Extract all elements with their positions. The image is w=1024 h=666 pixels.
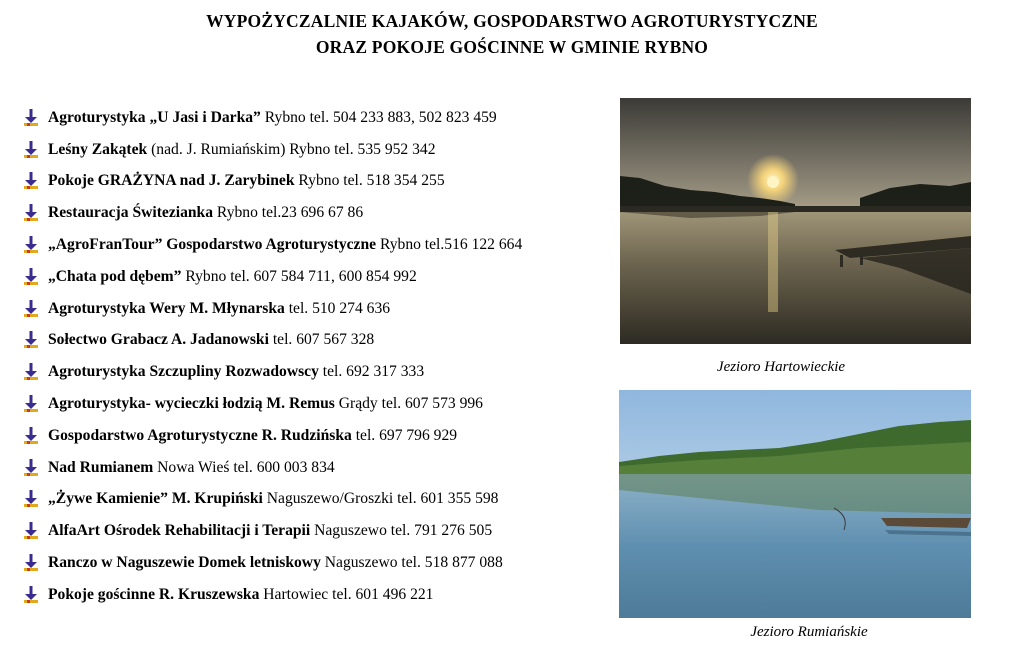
listing-details: tel. 510 274 636 (284, 299, 391, 317)
down-arrow-bullet-icon (22, 299, 48, 319)
listing-name: Nad Rumianem (48, 458, 154, 476)
listing-details: tel. 692 317 333 (318, 363, 425, 381)
listing-details: Naguszewo/Groszki tel. 601 355 598 (262, 490, 499, 508)
photo-lake-daytime (619, 390, 971, 618)
list-item (22, 293, 622, 325)
listing-name: Leśny Zakątek (48, 140, 148, 158)
listing-details: tel. 607 567 328 (268, 331, 375, 349)
listing-list (22, 102, 622, 611)
down-arrow-bullet-icon (22, 553, 48, 573)
listing-name: Agroturystyka Wery M. Młynarska (48, 299, 285, 317)
down-arrow-bullet-icon (22, 330, 48, 350)
list-item (22, 134, 622, 166)
photo-caption-2: Jezioro Rumiańskie (750, 624, 868, 640)
title-line-2: ORAZ POKOJE GOŚCINNE W GMINIE RYBNO (315, 37, 709, 57)
list-item (22, 515, 622, 547)
list-item (22, 356, 622, 388)
down-arrow-bullet-icon (22, 521, 48, 541)
sunset-lake-image (620, 98, 971, 344)
down-arrow-bullet-icon (22, 362, 48, 382)
listing-details: Rybno tel.23 696 67 86 (213, 204, 364, 222)
page-title (0, 8, 1024, 60)
down-arrow-bullet-icon (22, 203, 48, 223)
list-item (22, 229, 622, 261)
list-item (22, 102, 622, 134)
listing-details: Naguszewo tel. 518 877 088 (320, 554, 503, 572)
list-item (22, 166, 622, 198)
listing-details: (nad. J. Rumiańskim) Rybno tel. 535 952 342 (147, 140, 436, 158)
listing-details: Grądy tel. 607 573 996 (334, 395, 483, 413)
down-arrow-bullet-icon (22, 458, 48, 478)
down-arrow-bullet-icon (22, 489, 48, 509)
listing-details: Rybno tel. 607 584 711, 600 854 992 (181, 267, 417, 285)
listing-details: Rybno tel. 504 233 883, 502 823 459 (260, 108, 497, 126)
listing-name: Ranczo w Naguszewie Domek letniskowy (48, 554, 321, 572)
photo-lake-sunset (620, 98, 971, 344)
list-item (22, 261, 622, 293)
listing-details: tel. 697 796 929 (351, 426, 458, 444)
listing-name: Agroturystyka Szczupliny Rozwadowscy (48, 363, 319, 381)
down-arrow-bullet-icon (22, 108, 48, 128)
list-item (22, 420, 622, 452)
listing-details: Hartowiec tel. 601 496 221 (259, 585, 434, 603)
listing-name: „Chata pod dębem” (48, 267, 182, 285)
list-item (22, 325, 622, 357)
down-arrow-bullet-icon (22, 426, 48, 446)
list-item (22, 547, 622, 579)
down-arrow-bullet-icon (22, 267, 48, 287)
down-arrow-bullet-icon (22, 394, 48, 414)
list-item (22, 197, 622, 229)
listing-details: Rybno tel. 518 354 255 (294, 172, 445, 190)
listing-name: Gospodarstwo Agroturystyczne R. Rudzińska (48, 426, 352, 444)
listing-name: „AgroFranTour” Gospodarstwo Agroturystyczne (48, 236, 377, 254)
listing-name: Pokoje GRAŻYNA nad J. Zarybinek (48, 172, 295, 190)
down-arrow-bullet-icon (22, 235, 48, 255)
listing-name: Sołectwo Grabacz A. Jadanowski (48, 331, 269, 349)
list-item (22, 484, 622, 516)
photo-caption-1: Jezioro Hartowieckie (716, 359, 846, 375)
listing-name: Agroturystyka „U Jasi i Darka” (48, 108, 261, 126)
listing-details: Naguszewo tel. 791 276 505 (310, 522, 493, 540)
list-item (22, 388, 622, 420)
listing-name: Agroturystyka- wycieczki łodzią M. Remus (48, 395, 335, 413)
down-arrow-bullet-icon (22, 140, 48, 160)
listing-details: Nowa Wieś tel. 600 003 834 (153, 458, 335, 476)
down-arrow-bullet-icon (22, 171, 48, 191)
listing-name: Pokoje gościnne R. Kruszewska (48, 585, 260, 603)
listing-name: AlfaArt Ośrodek Rehabilitacji i Terapii (48, 522, 311, 540)
list-item (22, 452, 622, 484)
title-line-1: WYPOŻYCZALNIE KAJAKÓW, GOSPODARSTWO AGROTURYSTYCZNE (206, 11, 818, 31)
listing-name: Restauracja Świtezianka (48, 204, 214, 222)
list-item (22, 579, 622, 611)
down-arrow-bullet-icon (22, 585, 48, 605)
listing-name: „Żywe Kamienie” M. Krupiński (48, 490, 263, 508)
listing-details: Rybno tel.516 122 664 (376, 236, 523, 254)
day-lake-image (619, 390, 971, 618)
